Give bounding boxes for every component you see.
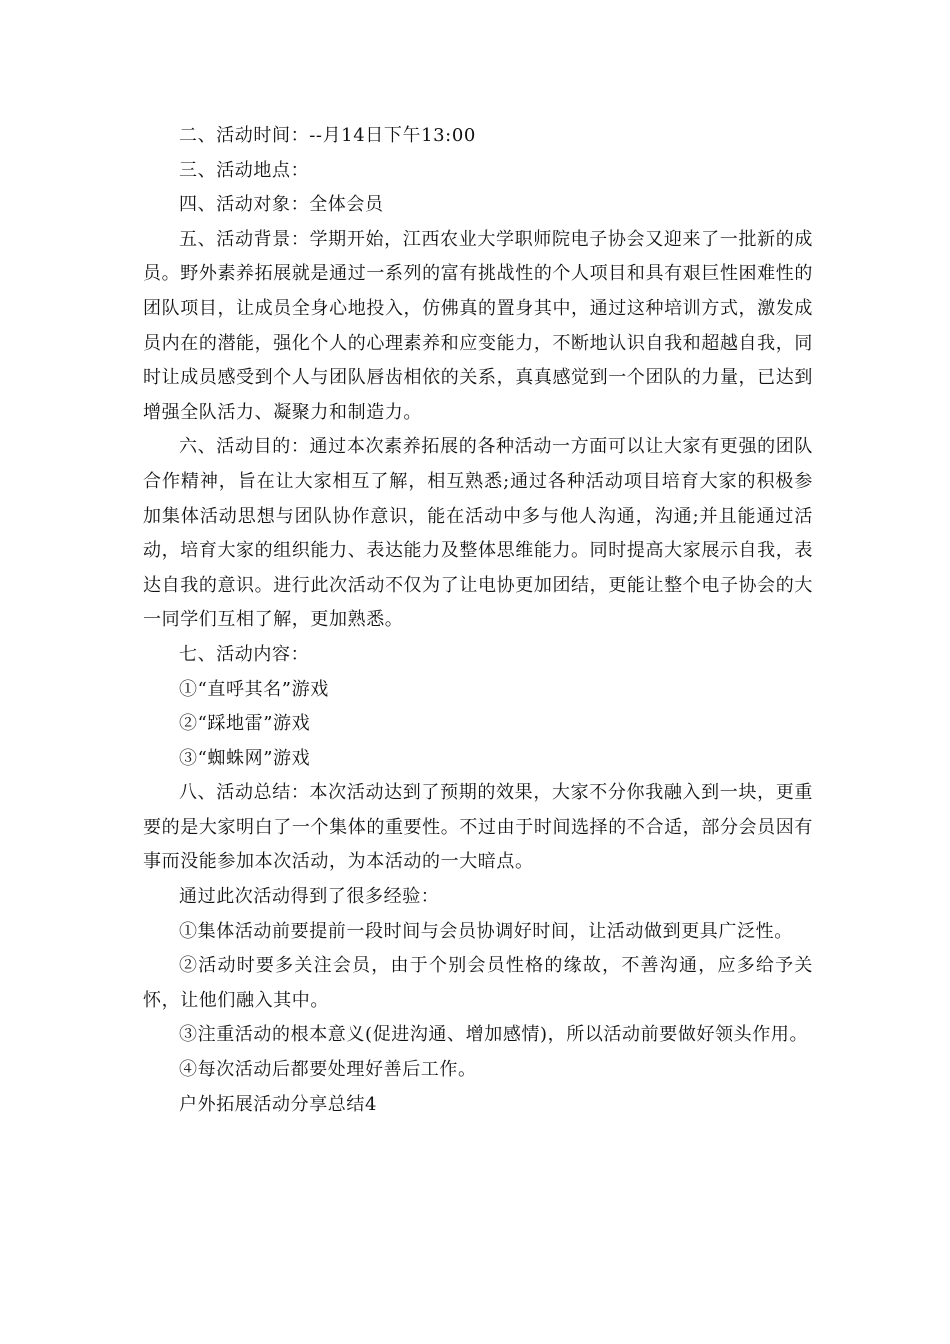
activity-target-line: 四、活动对象：全体会员 — [179, 194, 384, 216]
activity-content-heading: 七、活动内容： — [179, 643, 310, 665]
activity-item-3: ③“蜘蛛网”游戏 — [179, 747, 311, 769]
activity-summary-paragraph: 八、活动总结：本次活动达到了预期的效果，大家不分你我融入到一块，更重要的是大家明白了一个集体的重要性。不过由于时间选择的不合适，部分会员因有事而没能参加本次活动，为本活动的一大暗点。 — [143, 782, 813, 873]
experience-item-4: ④每次活动后都要处理好善后工作。 — [179, 1059, 477, 1081]
experience-item-2: ②活动时要多关注会员，由于个别会员性格的缘故，不善沟通，应多给予关怀，让他们融入其中。 — [143, 955, 813, 1011]
activity-item-1: ①“直呼其名”游戏 — [179, 678, 329, 700]
experience-item-1: ①集体活动前要提前一段时间与会员协调好时间，让活动做到更具广泛性。 — [179, 920, 793, 942]
next-section-title: 户外拓展活动分享总结4 — [179, 1093, 378, 1115]
activity-background-paragraph: 五、活动背景：学期开始，江西农业大学职师院电子协会又迎来了一批新的成员。野外素养拓展就是通过一系列的富有挑战性的个人项目和具有艰巨性困难性的团队项目，让成员全身心地投入，仿佛真的置身其中，通过这种培训方式，激发成员内在的潜能，强化个人的心理素养和应变能力，不断地认识自我和超越自我，同时让成员感受到个人与团队唇齿相依的关系，真真感觉到一个团队的力量，已达到增强全队活力、凝聚力和制造力。 — [143, 228, 813, 423]
activity-time-line: 二、活动时间：--月14日下午13:00 — [179, 125, 476, 146]
activity-location-line: 三、活动地点： — [179, 159, 310, 181]
experience-item-3: ③注重活动的根本意义(促进沟通、增加感情)，所以活动前要做好领头作用。 — [179, 1024, 809, 1046]
activity-item-2: ②“踩地雷”游戏 — [179, 713, 311, 735]
activity-purpose-paragraph: 六、活动目的：通过本次素养拓展的各种活动一方面可以让大家有更强的团队合作精神，旨在让大家相互了解，相互熟悉;通过各种活动项目培育大家的积极参加集体活动思想与团队协作意识，能在活动中多与他人沟通，沟通;并且能通过活动，培育大家的组织能力、表达能力及整体思维能力。同时提高大家展示自我，表达自我的意识。进行此次活动不仅为了让电协更加团结，更能让整个电子协会的大一同学们互相了解，更加熟悉。 — [143, 436, 813, 631]
experience-heading: 通过此次活动得到了很多经验： — [179, 886, 440, 908]
document-body — [143, 119, 813, 1122]
